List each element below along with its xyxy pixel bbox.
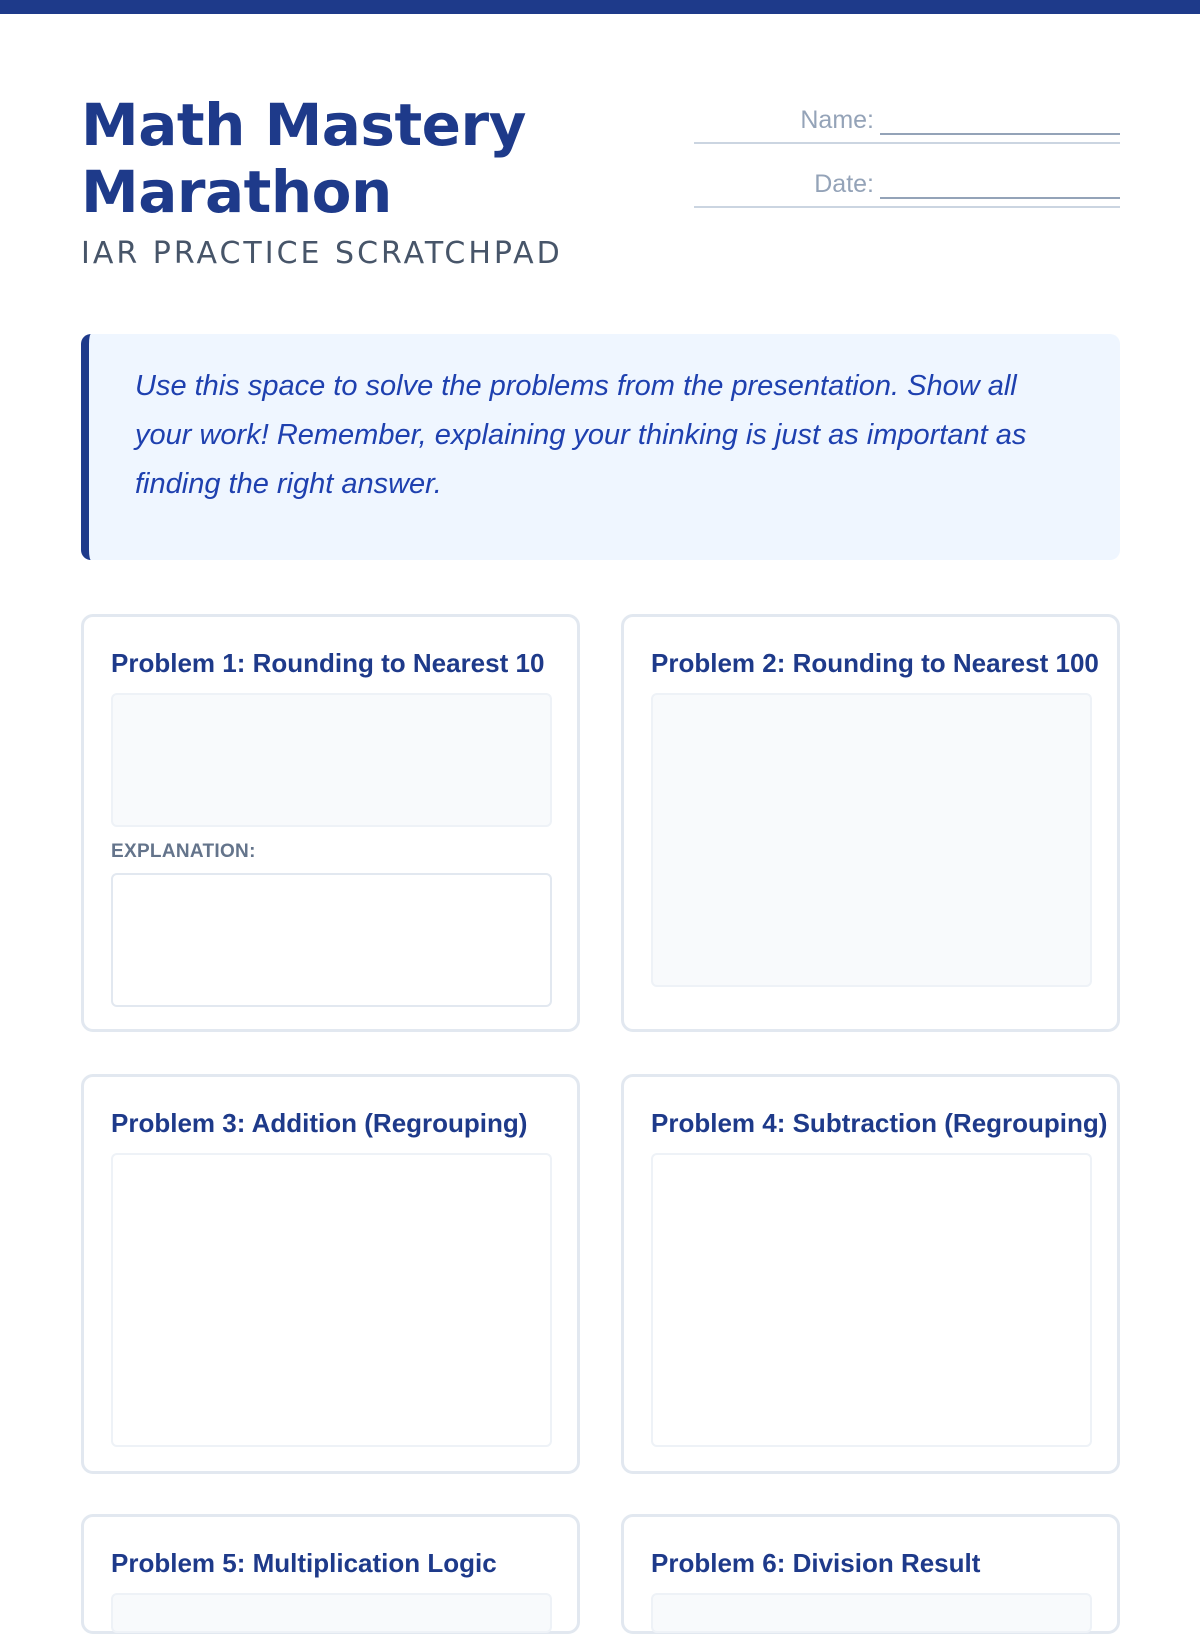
date-field[interactable] [694, 156, 1120, 208]
work-area-6[interactable] [651, 1593, 1092, 1633]
explanation-label-1: EXPLANATION: [111, 841, 256, 862]
top-accent-bar [0, 0, 1200, 14]
problem-card-6 [621, 1514, 1120, 1634]
work-area-1[interactable] [111, 693, 552, 827]
problem-title-3: Problem 3: Addition (Regrouping) [111, 1108, 528, 1138]
problem-title-4: Problem 4: Subtraction (Regrouping) [651, 1108, 1108, 1138]
explanation-box-1[interactable] [111, 873, 552, 1007]
problem-title-1: Problem 1: Rounding to Nearest 10 [111, 648, 545, 678]
date-blank-line[interactable] [880, 175, 1120, 199]
problem-title-2: Problem 2: Rounding to Nearest 100 [651, 648, 1099, 678]
page-title [81, 92, 526, 226]
work-area-4[interactable] [651, 1153, 1092, 1447]
problem-title-6: Problem 6: Division Result [651, 1548, 981, 1578]
name-label: Name: [800, 106, 874, 134]
instructions-text: Use this space to solve the problems from the presentation. Show all your work! Remember, explaining your thinking is just as important as finding the right answer. [135, 370, 1027, 500]
work-area-3[interactable] [111, 1153, 552, 1447]
work-area-2[interactable] [651, 693, 1092, 987]
page-title-line-1: Math Mastery [81, 91, 526, 159]
page-subtitle: IAR PRACTICE SCRATCHPAD [81, 236, 563, 271]
problem-card-3 [81, 1074, 580, 1474]
date-label: Date: [814, 170, 874, 198]
name-blank-line[interactable] [880, 111, 1120, 135]
problem-card-2 [621, 614, 1120, 1032]
work-area-5[interactable] [111, 1593, 552, 1633]
problem-card-5 [81, 1514, 580, 1634]
page-title-line-2: Marathon [81, 158, 392, 226]
problem-card-4 [621, 1074, 1120, 1474]
name-field[interactable] [694, 92, 1120, 144]
problem-card-1 [81, 614, 580, 1032]
problem-title-5: Problem 5: Multiplication Logic [111, 1548, 497, 1578]
instructions-callout [81, 334, 1120, 560]
